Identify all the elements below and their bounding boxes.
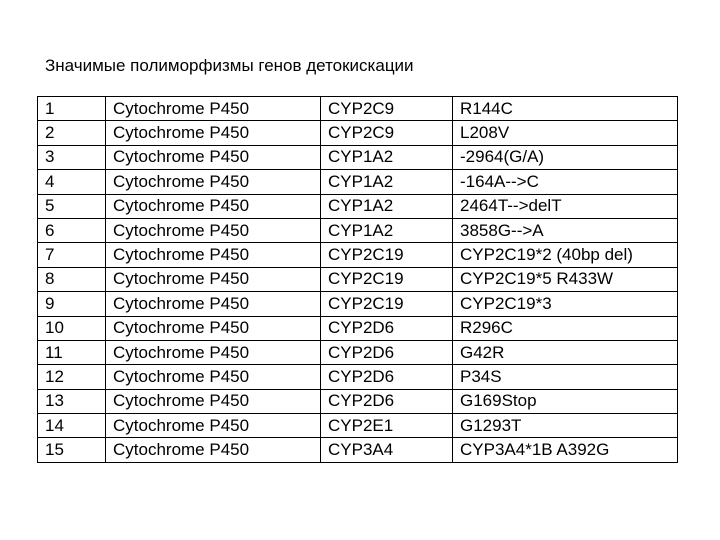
enzyme-family-cell: Cytochrome P450 bbox=[106, 218, 321, 242]
table-row bbox=[38, 414, 678, 438]
row-number-cell: 1 bbox=[38, 97, 106, 121]
polymorphism-cell: P34S bbox=[453, 365, 678, 389]
table-row bbox=[38, 292, 678, 316]
enzyme-family-cell: Cytochrome P450 bbox=[106, 267, 321, 291]
gene-cell: CYP1A2 bbox=[321, 194, 453, 218]
table-row bbox=[38, 121, 678, 145]
enzyme-family-cell: Cytochrome P450 bbox=[106, 292, 321, 316]
gene-cell: CYP1A2 bbox=[321, 145, 453, 169]
table-row bbox=[38, 170, 678, 194]
enzyme-family-cell: Cytochrome P450 bbox=[106, 414, 321, 438]
polymorphism-cell: CYP2C19*5 R433W bbox=[453, 267, 678, 291]
row-number-cell: 6 bbox=[38, 218, 106, 242]
row-number-cell: 7 bbox=[38, 243, 106, 267]
gene-cell: CYP2C19 bbox=[321, 267, 453, 291]
row-number-cell: 12 bbox=[38, 365, 106, 389]
polymorphism-cell: -164A-->C bbox=[453, 170, 678, 194]
enzyme-family-cell: Cytochrome P450 bbox=[106, 194, 321, 218]
polymorphism-table bbox=[37, 96, 678, 463]
gene-cell: CYP1A2 bbox=[321, 218, 453, 242]
table-row bbox=[38, 145, 678, 169]
enzyme-family-cell: Cytochrome P450 bbox=[106, 389, 321, 413]
polymorphism-cell: 3858G-->A bbox=[453, 218, 678, 242]
table-row bbox=[38, 194, 678, 218]
row-number-cell: 4 bbox=[38, 170, 106, 194]
page-title: Значимые полиморфизмы генов детокискации bbox=[45, 56, 414, 75]
gene-cell: CYP1A2 bbox=[321, 170, 453, 194]
polymorphism-cell: 2464T-->delT bbox=[453, 194, 678, 218]
gene-cell: CYP2E1 bbox=[321, 414, 453, 438]
table-row bbox=[38, 340, 678, 364]
enzyme-family-cell: Cytochrome P450 bbox=[106, 316, 321, 340]
enzyme-family-cell: Cytochrome P450 bbox=[106, 243, 321, 267]
row-number-cell: 15 bbox=[38, 438, 106, 462]
polymorphism-cell: G1293T bbox=[453, 414, 678, 438]
enzyme-family-cell: Cytochrome P450 bbox=[106, 145, 321, 169]
enzyme-family-cell: Cytochrome P450 bbox=[106, 340, 321, 364]
table-row bbox=[38, 218, 678, 242]
gene-cell: CYP2C19 bbox=[321, 243, 453, 267]
polymorphism-cell: G169Stop bbox=[453, 389, 678, 413]
enzyme-family-cell: Cytochrome P450 bbox=[106, 438, 321, 462]
polymorphism-cell: CYP2C19*2 (40bp del) bbox=[453, 243, 678, 267]
polymorphism-cell: CYP2C19*3 bbox=[453, 292, 678, 316]
gene-cell: CYP2C9 bbox=[321, 121, 453, 145]
table-body bbox=[38, 97, 678, 463]
row-number-cell: 9 bbox=[38, 292, 106, 316]
polymorphism-table-container bbox=[37, 96, 677, 463]
table-row bbox=[38, 267, 678, 291]
table-row bbox=[38, 365, 678, 389]
enzyme-family-cell: Cytochrome P450 bbox=[106, 365, 321, 389]
table-row bbox=[38, 389, 678, 413]
table-row bbox=[38, 97, 678, 121]
row-number-cell: 13 bbox=[38, 389, 106, 413]
gene-cell: CYP2C9 bbox=[321, 97, 453, 121]
polymorphism-cell: R296C bbox=[453, 316, 678, 340]
table-row bbox=[38, 316, 678, 340]
row-number-cell: 10 bbox=[38, 316, 106, 340]
polymorphism-cell: -2964(G/A) bbox=[453, 145, 678, 169]
gene-cell: CYP2C19 bbox=[321, 292, 453, 316]
table-row bbox=[38, 243, 678, 267]
polymorphism-cell: G42R bbox=[453, 340, 678, 364]
gene-cell: CYP2D6 bbox=[321, 316, 453, 340]
polymorphism-cell: R144C bbox=[453, 97, 678, 121]
gene-cell: CYP2D6 bbox=[321, 365, 453, 389]
enzyme-family-cell: Cytochrome P450 bbox=[106, 170, 321, 194]
row-number-cell: 11 bbox=[38, 340, 106, 364]
gene-cell: CYP2D6 bbox=[321, 340, 453, 364]
enzyme-family-cell: Cytochrome P450 bbox=[106, 97, 321, 121]
polymorphism-cell: CYP3A4*1B A392G bbox=[453, 438, 678, 462]
table-row bbox=[38, 438, 678, 462]
polymorphism-cell: L208V bbox=[453, 121, 678, 145]
row-number-cell: 2 bbox=[38, 121, 106, 145]
enzyme-family-cell: Cytochrome P450 bbox=[106, 121, 321, 145]
row-number-cell: 8 bbox=[38, 267, 106, 291]
gene-cell: CYP3A4 bbox=[321, 438, 453, 462]
row-number-cell: 14 bbox=[38, 414, 106, 438]
row-number-cell: 5 bbox=[38, 194, 106, 218]
row-number-cell: 3 bbox=[38, 145, 106, 169]
gene-cell: CYP2D6 bbox=[321, 389, 453, 413]
